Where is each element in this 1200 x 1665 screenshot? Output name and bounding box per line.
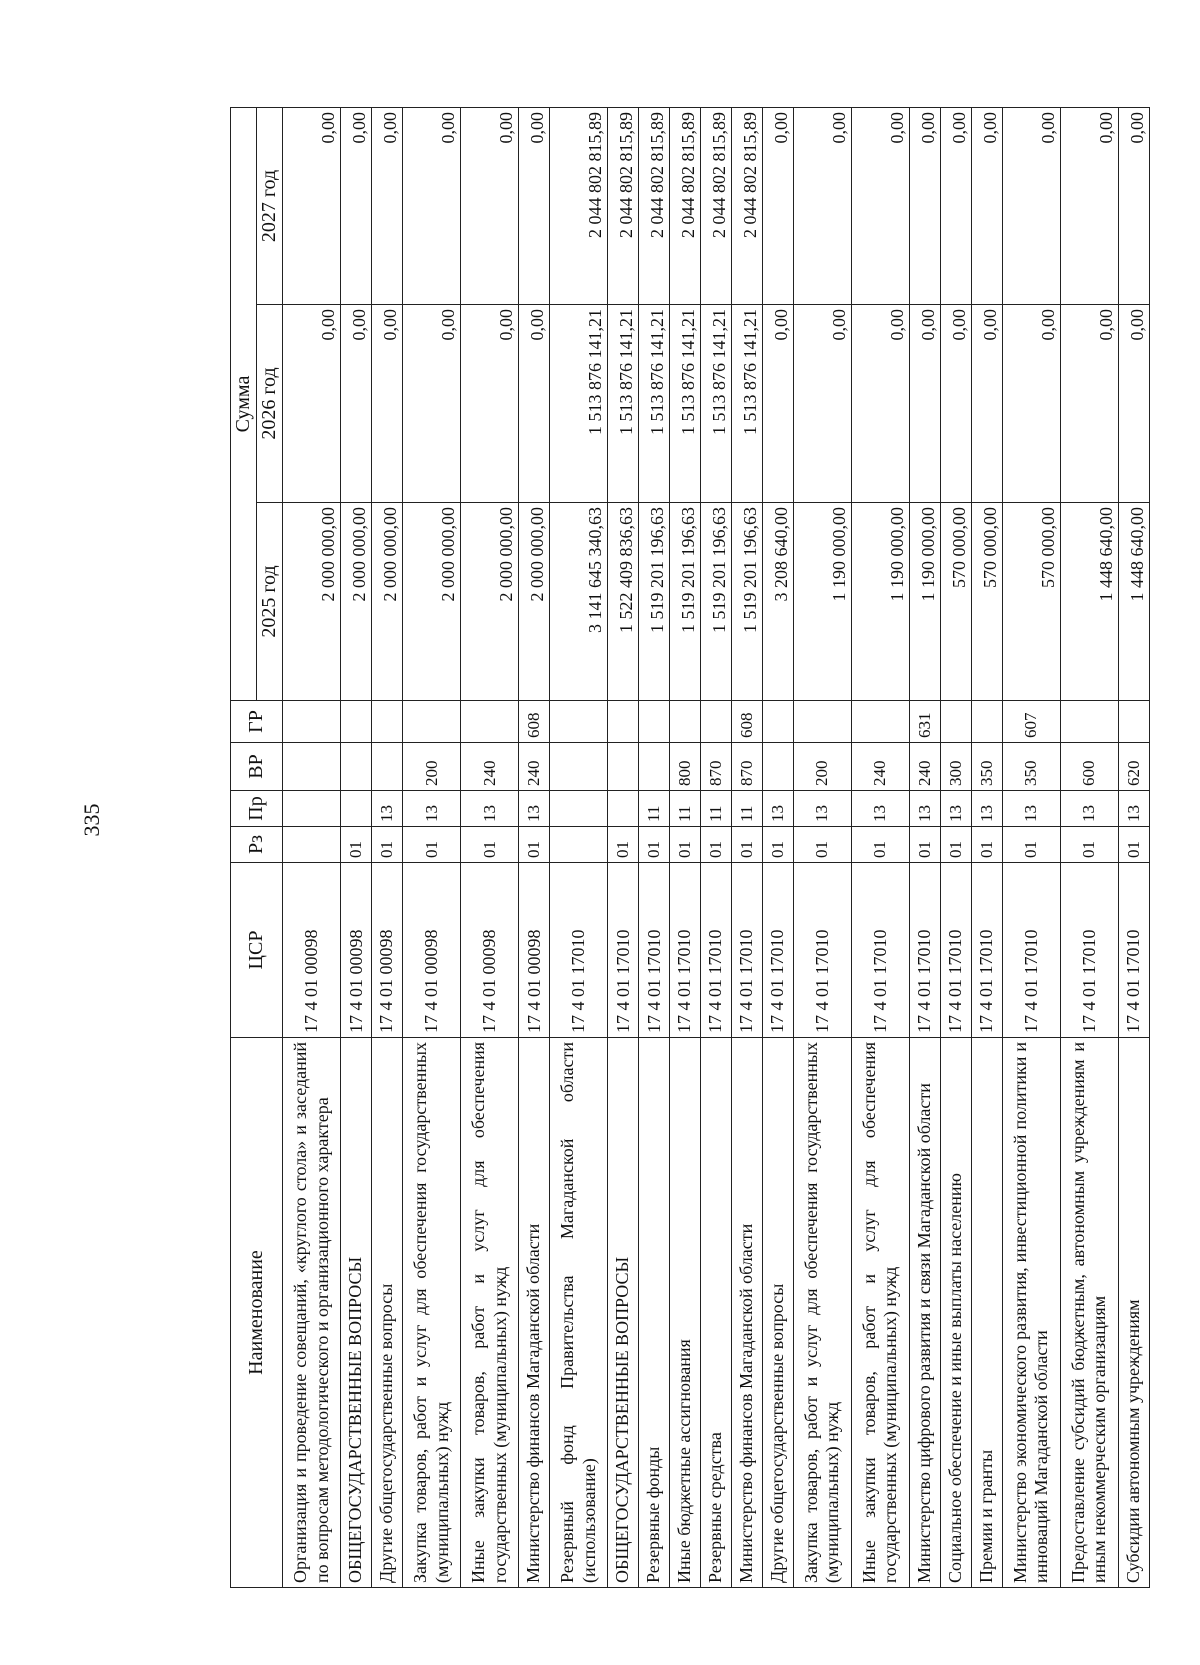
row-amount-2026: 0,00: [1002, 305, 1060, 503]
row-vr: 800: [670, 743, 701, 791]
row-amount-2026: 0,00: [372, 305, 403, 503]
header-year-2027: 2027 год: [257, 107, 283, 304]
row-csr: 17 4 01 17010: [550, 863, 608, 1038]
row-rz: 01: [793, 827, 851, 863]
row-name: Организация и проведение совещаний, «круглого стола» и заседаний по вопросам методологического и организационного характера: [283, 1038, 341, 1588]
table-row: [700, 107, 731, 1587]
row-gr: [670, 701, 701, 743]
row-gr: [1060, 701, 1118, 743]
row-pr: 13: [762, 791, 793, 827]
row-csr: 17 4 01 17010: [793, 863, 851, 1038]
row-amount-2026: 1 513 876 141,21: [731, 305, 762, 503]
row-rz: 01: [851, 827, 909, 863]
row-gr: 631: [909, 701, 940, 743]
row-vr: [608, 743, 639, 791]
row-pr: 11: [700, 791, 731, 827]
row-vr: [283, 743, 341, 791]
row-name: Иные бюджетные ассигнования: [670, 1038, 701, 1588]
row-vr: [762, 743, 793, 791]
row-amount-2025: 3 208 640,00: [762, 503, 793, 701]
row-rz: 01: [608, 827, 639, 863]
row-amount-2025: 570 000,00: [940, 503, 971, 701]
row-amount-2025: 2 000 000,00: [519, 503, 550, 701]
table-row: [731, 107, 762, 1587]
row-name: Социальное обеспечение и иные выплаты населению: [940, 1038, 971, 1588]
row-amount-2025: 3 141 645 340,63: [550, 503, 608, 701]
row-vr: [550, 743, 608, 791]
table-row: [550, 107, 608, 1587]
row-rz: 01: [372, 827, 403, 863]
row-pr: 11: [731, 791, 762, 827]
row-amount-2026: 1 513 876 141,21: [608, 305, 639, 503]
row-amount-2025: 570 000,00: [971, 503, 1002, 701]
row-amount-2025: 1 519 201 196,63: [700, 503, 731, 701]
header-pr: Пр: [231, 791, 283, 827]
row-rz: 01: [519, 827, 550, 863]
row-pr: 11: [639, 791, 670, 827]
header-csr: ЦСР: [231, 863, 283, 1038]
row-vr: 620: [1118, 743, 1149, 791]
row-csr: 17 4 01 17010: [851, 863, 909, 1038]
row-amount-2026: 0,00: [461, 305, 519, 503]
row-amount-2026: 0,00: [940, 305, 971, 503]
row-amount-2025: 2 000 000,00: [341, 503, 372, 701]
row-gr: [793, 701, 851, 743]
row-vr: 200: [402, 743, 460, 791]
row-gr: [341, 701, 372, 743]
row-amount-2027: 0,00: [762, 107, 793, 304]
row-vr: [639, 743, 670, 791]
header-rz: Рз: [231, 827, 283, 863]
row-amount-2027: 0,00: [971, 107, 1002, 304]
header-year-2026: 2026 год: [257, 305, 283, 503]
row-vr: 240: [909, 743, 940, 791]
row-name: Субсидии автономным учреждениям: [1118, 1038, 1149, 1588]
row-csr: 17 4 01 17010: [762, 863, 793, 1038]
row-name: Резервные фонды: [639, 1038, 670, 1588]
row-rz: 01: [670, 827, 701, 863]
row-csr: 17 4 01 00098: [283, 863, 341, 1038]
row-pr: [283, 791, 341, 827]
page-number: 335: [79, 803, 104, 837]
row-rz: 01: [731, 827, 762, 863]
row-name: Министерство финансов Магаданской области: [519, 1038, 550, 1588]
table-row: [402, 107, 460, 1587]
row-pr: 11: [670, 791, 701, 827]
row-amount-2026: 0,00: [971, 305, 1002, 503]
row-rz: 01: [940, 827, 971, 863]
row-amount-2027: 2 044 802 815,89: [670, 107, 701, 304]
row-name: Другие общегосударственные вопросы: [762, 1038, 793, 1588]
row-pr: [550, 791, 608, 827]
row-vr: 870: [700, 743, 731, 791]
row-amount-2027: 0,00: [341, 107, 372, 304]
table-row: [971, 107, 1002, 1587]
row-gr: [402, 701, 460, 743]
row-vr: 200: [793, 743, 851, 791]
header-row-top: [231, 107, 257, 1587]
row-amount-2026: 0,00: [762, 305, 793, 503]
row-gr: [608, 701, 639, 743]
row-csr: 17 4 01 00098: [461, 863, 519, 1038]
row-amount-2025: 2 000 000,00: [283, 503, 341, 701]
row-csr: 17 4 01 17010: [670, 863, 701, 1038]
row-rz: 01: [1118, 827, 1149, 863]
table-row: [519, 107, 550, 1587]
row-pr: 13: [1118, 791, 1149, 827]
table-row: [851, 107, 909, 1587]
row-amount-2027: 2 044 802 815,89: [639, 107, 670, 304]
row-amount-2026: 1 513 876 141,21: [639, 305, 670, 503]
row-amount-2027: 0,00: [940, 107, 971, 304]
row-vr: 350: [971, 743, 1002, 791]
row-name: Министерство экономического развития, инвестиционной политики и инноваций Магаданской области: [1002, 1038, 1060, 1588]
table-row: [639, 107, 670, 1587]
row-amount-2026: 0,00: [519, 305, 550, 503]
row-csr: 17 4 01 00098: [402, 863, 460, 1038]
row-gr: [461, 701, 519, 743]
table-row: [1002, 107, 1060, 1587]
row-vr: 240: [851, 743, 909, 791]
row-amount-2026: 1 513 876 141,21: [550, 305, 608, 503]
row-gr: [550, 701, 608, 743]
row-rz: [283, 827, 341, 863]
row-csr: 17 4 01 17010: [909, 863, 940, 1038]
row-gr: [1118, 701, 1149, 743]
row-amount-2026: 0,00: [402, 305, 460, 503]
row-gr: [700, 701, 731, 743]
row-amount-2025: 1 522 409 836,63: [608, 503, 639, 701]
row-amount-2027: 0,00: [1118, 107, 1149, 304]
row-gr: [372, 701, 403, 743]
row-amount-2026: 0,00: [1060, 305, 1118, 503]
row-rz: 01: [461, 827, 519, 863]
row-csr: 17 4 01 17010: [700, 863, 731, 1038]
row-name: Министерство цифрового развития и связи Магаданской области: [909, 1038, 940, 1588]
row-pr: [608, 791, 639, 827]
row-name: Резервный фонд Правительства Магаданской области (использование): [550, 1038, 608, 1588]
row-amount-2027: 2 044 802 815,89: [608, 107, 639, 304]
table-row: [909, 107, 940, 1587]
row-amount-2027: 0,00: [461, 107, 519, 304]
row-amount-2027: 0,00: [283, 107, 341, 304]
row-gr: 607: [1002, 701, 1060, 743]
header-sum: Сумма: [231, 107, 257, 700]
row-amount-2026: 0,00: [909, 305, 940, 503]
row-rz: [550, 827, 608, 863]
row-amount-2026: 0,00: [851, 305, 909, 503]
row-name: Предоставление субсидий бюджетным, автономным учреждениям и иным некоммерческим организациям: [1060, 1038, 1118, 1588]
row-amount-2027: 0,00: [851, 107, 909, 304]
header-year-2025: 2025 год: [257, 503, 283, 701]
row-rz: 01: [1060, 827, 1118, 863]
row-rz: 01: [639, 827, 670, 863]
row-pr: 13: [1060, 791, 1118, 827]
table-row: [341, 107, 372, 1587]
row-name: Премии и гранты: [971, 1038, 1002, 1588]
row-vr: [372, 743, 403, 791]
row-csr: 17 4 01 17010: [1002, 863, 1060, 1038]
row-amount-2026: 0,00: [341, 305, 372, 503]
row-csr: 17 4 01 00098: [372, 863, 403, 1038]
row-csr: 17 4 01 17010: [1060, 863, 1118, 1038]
row-vr: 870: [731, 743, 762, 791]
row-amount-2027: 0,00: [519, 107, 550, 304]
row-csr: 17 4 01 17010: [1118, 863, 1149, 1038]
table-row: [1060, 107, 1118, 1587]
row-amount-2026: 1 513 876 141,21: [670, 305, 701, 503]
row-amount-2027: 0,00: [1002, 107, 1060, 304]
row-pr: 13: [402, 791, 460, 827]
row-rz: 01: [1002, 827, 1060, 863]
row-amount-2025: 2 000 000,00: [402, 503, 460, 701]
table-row: [762, 107, 793, 1587]
row-rz: 01: [909, 827, 940, 863]
row-gr: [971, 701, 1002, 743]
table-row: [283, 107, 341, 1587]
row-pr: 13: [793, 791, 851, 827]
row-csr: 17 4 01 17010: [731, 863, 762, 1038]
row-csr: 17 4 01 00098: [341, 863, 372, 1038]
budget-table: [230, 107, 1150, 1588]
row-rz: 01: [341, 827, 372, 863]
row-amount-2025: 1 519 201 196,63: [670, 503, 701, 701]
row-amount-2026: 0,00: [283, 305, 341, 503]
header-gr: ГР: [231, 701, 283, 743]
header-name: Наименование: [231, 1038, 283, 1588]
row-rz: 01: [971, 827, 1002, 863]
row-amount-2027: 0,00: [402, 107, 460, 304]
row-amount-2026: 0,00: [793, 305, 851, 503]
row-vr: 350: [1002, 743, 1060, 791]
row-amount-2025: 2 000 000,00: [372, 503, 403, 701]
row-amount-2027: 2 044 802 815,89: [700, 107, 731, 304]
row-name: Закупка товаров, работ и услуг для обеспечения государственных (муниципальных) нужд: [402, 1038, 460, 1588]
row-name: Закупка товаров, работ и услуг для обеспечения государственных (муниципальных) нужд: [793, 1038, 851, 1588]
budget-table-container: [230, 108, 1150, 1588]
row-amount-2025: 1 519 201 196,63: [639, 503, 670, 701]
row-amount-2025: 1 190 000,00: [909, 503, 940, 701]
header-vr: ВР: [231, 743, 283, 791]
row-gr: [283, 701, 341, 743]
row-vr: 240: [519, 743, 550, 791]
table-row: [793, 107, 851, 1587]
row-amount-2027: 0,00: [793, 107, 851, 304]
row-pr: 13: [1002, 791, 1060, 827]
row-pr: 13: [971, 791, 1002, 827]
row-amount-2027: 0,00: [909, 107, 940, 304]
row-csr: 17 4 01 17010: [940, 863, 971, 1038]
row-amount-2025: 1 519 201 196,63: [731, 503, 762, 701]
table-body: [283, 107, 1150, 1587]
row-name: ОБЩЕГОСУДАРСТВЕННЫЕ ВОПРОСЫ: [608, 1038, 639, 1588]
row-name: ОБЩЕГОСУДАРСТВЕННЫЕ ВОПРОСЫ: [341, 1038, 372, 1588]
row-pr: 13: [519, 791, 550, 827]
row-amount-2025: 570 000,00: [1002, 503, 1060, 701]
row-gr: [940, 701, 971, 743]
row-amount-2026: 1 513 876 141,21: [700, 305, 731, 503]
row-gr: [762, 701, 793, 743]
row-pr: 13: [851, 791, 909, 827]
row-amount-2025: 1 448 640,00: [1118, 503, 1149, 701]
table-row: [940, 107, 971, 1587]
row-vr: 240: [461, 743, 519, 791]
row-amount-2027: 2 044 802 815,89: [550, 107, 608, 304]
row-rz: 01: [402, 827, 460, 863]
row-pr: 13: [372, 791, 403, 827]
row-amount-2027: 0,00: [1060, 107, 1118, 304]
row-gr: [851, 701, 909, 743]
row-amount-2027: 0,00: [372, 107, 403, 304]
row-amount-2027: 2 044 802 815,89: [731, 107, 762, 304]
row-csr: 17 4 01 17010: [971, 863, 1002, 1038]
row-pr: 13: [909, 791, 940, 827]
row-name: Резервные средства: [700, 1038, 731, 1588]
row-amount-2025: 1 190 000,00: [793, 503, 851, 701]
row-pr: 13: [461, 791, 519, 827]
table-row: [1118, 107, 1149, 1587]
row-rz: 01: [762, 827, 793, 863]
row-csr: 17 4 01 00098: [519, 863, 550, 1038]
row-csr: 17 4 01 17010: [639, 863, 670, 1038]
row-name: Иные закупки товаров, работ и услуг для обеспечения государственных (муниципальных) нужд: [851, 1038, 909, 1588]
row-name: Министерство финансов Магаданской области: [731, 1038, 762, 1588]
row-rz: 01: [700, 827, 731, 863]
row-csr: 17 4 01 17010: [608, 863, 639, 1038]
row-gr: 608: [731, 701, 762, 743]
table-row: [608, 107, 639, 1587]
row-gr: [639, 701, 670, 743]
row-name: Другие общегосударственные вопросы: [372, 1038, 403, 1588]
row-pr: [341, 791, 372, 827]
row-amount-2025: 1 190 000,00: [851, 503, 909, 701]
table-row: [372, 107, 403, 1587]
row-amount-2025: 2 000 000,00: [461, 503, 519, 701]
row-vr: 300: [940, 743, 971, 791]
table-row: [670, 107, 701, 1587]
row-vr: [341, 743, 372, 791]
row-pr: 13: [940, 791, 971, 827]
row-vr: 600: [1060, 743, 1118, 791]
table-row: [461, 107, 519, 1587]
row-amount-2025: 1 448 640,00: [1060, 503, 1118, 701]
row-name: Иные закупки товаров, работ и услуг для обеспечения государственных (муниципальных) нужд: [461, 1038, 519, 1588]
row-amount-2026: 0,00: [1118, 305, 1149, 503]
row-gr: 608: [519, 701, 550, 743]
